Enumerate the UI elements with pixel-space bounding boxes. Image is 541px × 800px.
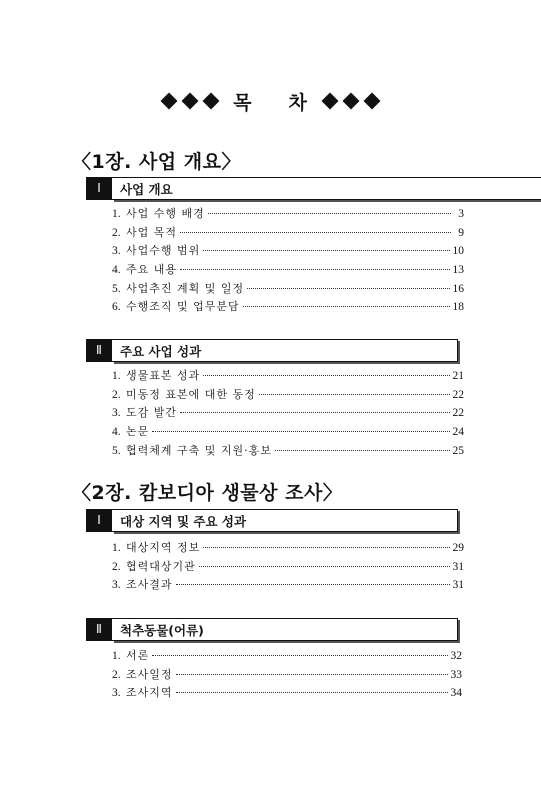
page-number: 9 [458, 226, 464, 239]
page-number: 22 [452, 407, 464, 420]
toc-list [112, 205, 464, 317]
toc-entry[interactable]: 6. 수행조직 및 업무분담 18 [112, 300, 464, 314]
section-header [86, 177, 541, 200]
dot-leader [152, 431, 449, 432]
page-number: 16 [452, 282, 464, 295]
toc-entry[interactable]: 1. 사업 수행 배경 3 [112, 207, 464, 220]
page-number: 24 [452, 426, 464, 439]
toc-entry[interactable]: 4. 주요 내용 13 [112, 263, 464, 277]
diamond-ornament-left [161, 95, 219, 107]
diamond-icon [203, 93, 220, 110]
section-header [86, 509, 458, 532]
section-header [86, 339, 458, 362]
toc-entry[interactable]: 3. 조사지역 34 [112, 686, 462, 700]
dot-leader [176, 692, 448, 693]
dot-leader [176, 674, 448, 675]
section-header [86, 618, 458, 641]
dot-leader [275, 450, 450, 451]
toc-entry[interactable]: 1. 서론 32 [112, 649, 462, 662]
toc-entry[interactable]: 1. 대상지역 정보 29 [112, 541, 464, 554]
diamond-icon [161, 93, 178, 110]
diamond-icon [182, 93, 199, 110]
toc-entry[interactable]: 2. 조사일정 33 [112, 667, 462, 681]
toc-entry[interactable]: 4. 논문 24 [112, 425, 464, 439]
toc-entry[interactable]: 2. 사업 목적 9 [112, 225, 464, 239]
toc-list [112, 367, 464, 460]
dot-leader [203, 375, 449, 376]
section-title: 대상 지역 및 주요 성과 [112, 509, 458, 532]
toc-entry[interactable]: 2. 미동정 표본에 대한 동정 22 [112, 387, 464, 401]
page-number: 31 [452, 560, 464, 573]
roman-numeral-badge: Ⅱ [86, 339, 112, 362]
page-number: 18 [452, 301, 464, 314]
toc-entry[interactable]: 3. 조사결과 31 [112, 578, 464, 592]
dot-leader [152, 655, 447, 656]
dot-leader [259, 394, 450, 395]
diamond-icon [363, 93, 380, 110]
toc-entry[interactable]: 3. 도감 발간 22 [112, 406, 464, 420]
roman-numeral-badge: Ⅰ [86, 509, 112, 532]
section-title: 척추동물(어류) [112, 618, 458, 641]
diamond-ornament-right [322, 95, 380, 107]
dot-leader [199, 566, 450, 567]
chapter-1-heading: 〈1장. 사업 개요〉 [72, 151, 241, 173]
page-number: 10 [452, 245, 464, 258]
page-number: 33 [450, 668, 462, 681]
roman-numeral-badge: Ⅱ [86, 618, 112, 641]
dot-leader [203, 250, 449, 251]
chapter-2-heading: 〈2장. 캄보디아 생물상 조사〉 [72, 482, 343, 504]
section-title: 사업 개요 [112, 177, 541, 200]
diamond-icon [321, 93, 338, 110]
roman-numeral-badge: Ⅰ [86, 177, 112, 200]
page-number: 21 [452, 370, 464, 382]
toc-title-text: 목 차 [233, 91, 308, 114]
dot-leader [243, 306, 450, 307]
toc-entry[interactable]: 5. 사업추진 계획 및 일정 16 [112, 281, 464, 295]
toc-entry[interactable]: 2. 협력대상기관 31 [112, 559, 464, 573]
toc-entry[interactable]: 3. 사업수행 범위 10 [112, 244, 464, 258]
dot-leader [208, 213, 451, 214]
toc-list [112, 539, 464, 595]
toc-list [112, 647, 462, 703]
page-number: 3 [458, 208, 464, 220]
dot-leader [180, 232, 451, 233]
toc-entry[interactable]: 1. 생물표본 성과 21 [112, 369, 464, 382]
dot-leader [180, 412, 449, 413]
dot-leader [180, 269, 449, 270]
dot-leader [247, 288, 449, 289]
page-number: 25 [452, 444, 464, 457]
dot-leader [203, 547, 449, 548]
page-number: 31 [452, 579, 464, 592]
page-number: 22 [452, 388, 464, 401]
section-title: 주요 사업 성과 [112, 339, 458, 362]
toc-entry[interactable]: 5. 협력체계 구축 및 지원·홍보 25 [112, 443, 464, 457]
page-number: 32 [450, 650, 462, 662]
page-number: 34 [450, 687, 462, 700]
dot-leader [176, 584, 450, 585]
diamond-icon [342, 93, 359, 110]
toc-title [0, 86, 541, 116]
page-number: 29 [452, 542, 464, 554]
page-number: 13 [452, 264, 464, 277]
